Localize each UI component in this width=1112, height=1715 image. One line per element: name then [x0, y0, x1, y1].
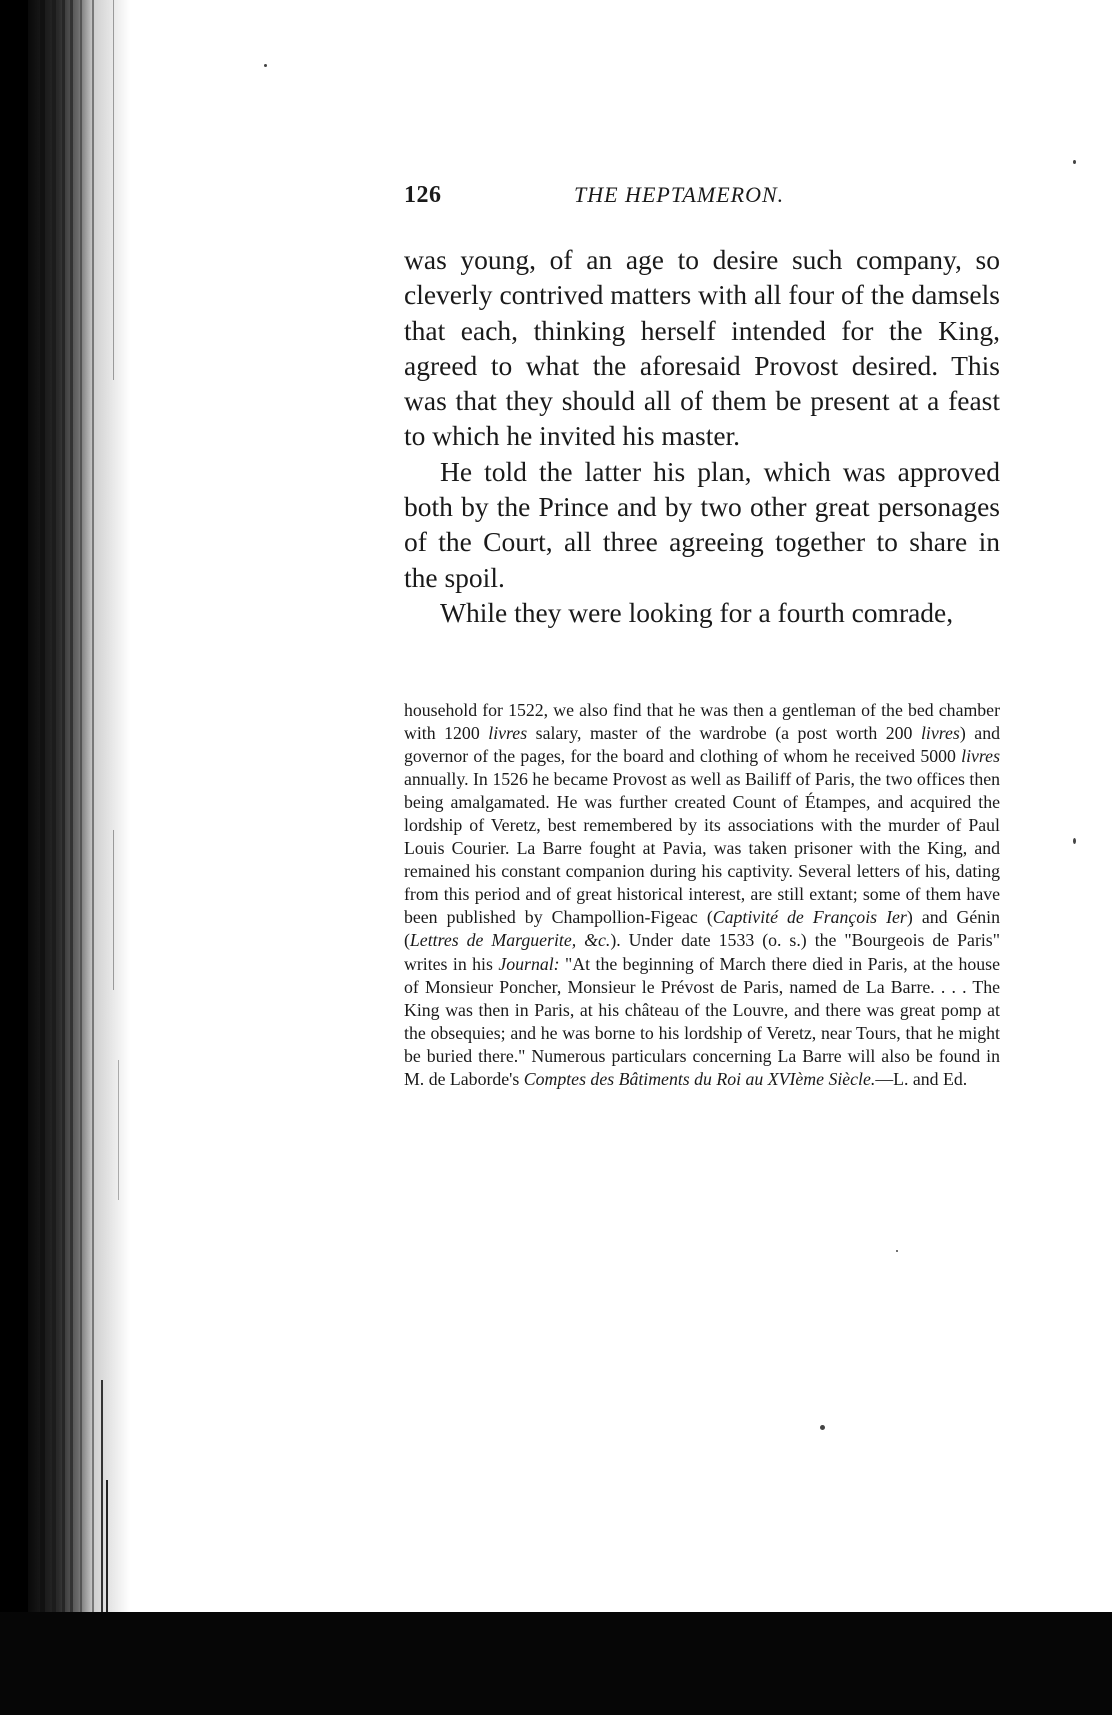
footnote-italic-text: Lettres de Marguerite, &c. [409, 930, 611, 951]
running-title: THE HEPTAMERON. [574, 182, 785, 207]
footnote-italic-text: livres [488, 723, 528, 744]
main-paragraph: While they were looking for a fourth comrade, [440, 596, 954, 628]
scan-speck [264, 64, 267, 67]
footnote-text: ). Under date 1533 (o. s.) the "Bourgeois de Paris" writes in his [404, 930, 1000, 974]
footnote-italic-text: Journal: [498, 953, 560, 974]
main-paragraph: was young, of an age to desire such company, so cleverly contrived matters with all four of the damsels that each, thinking herself intended for the King, agreed to what the aforesaid Provost desired. This was that they should all of them be present at a feast to which he invited his master. [404, 244, 1000, 452]
footnote-text: ) and governor of the pages, for the board and clothing of whom he received 5000 [404, 723, 1000, 767]
footnote-italic-text: Captivité de François Ier [712, 907, 907, 928]
footnote-italic-text: livres [920, 723, 960, 744]
main-text [404, 242, 1000, 630]
footnote [404, 699, 1000, 1091]
footnote-text: "At the beginning of March there died in Paris, at the house of Monsieur Poncher, Monsieur le Prévost de Paris, named de La Barre. . . . The King was then in Paris, at his château of the Louvre, and there was great pomp at the obsequies; and he was borne to his lordship of Veretz, near Tours, that he might be buried there." Numerous particulars concerning La Barre will also be found in M. de Laborde's [404, 953, 1000, 1089]
footnote-text: —L. and Ed. [875, 1068, 968, 1089]
scan-speck [1073, 838, 1076, 844]
footnote-text: household for 1522, we also find that he was then a gentleman of the bed chamber with 1200 [404, 700, 1000, 744]
page-number: 126 [404, 182, 442, 208]
scan-speck [1073, 160, 1076, 164]
footnote-text: annually. In 1526 he became Provost as well as Bailiff of Paris, the two offices then being amalgamated. He was further created Count of Étampes, and acquired the lordship of Veretz, best remembered by its associations with the murder of Paul Louis Courier. La Barre fought at Pavia, was taken prisoner with the King, and remained his constant companion during his captivity. Several letters of his, dating from this period and of great historical interest, are still extant; some of them have been published by Champollion-Figeac ( [404, 769, 1000, 928]
footnote-text: salary, master of the wardrobe (a post worth 200 [527, 723, 921, 744]
main-paragraph: He told the latter his plan, which was approved both by the Prince and by two other great personages of the Court, all three agreeing together to share in the spoil. [404, 455, 1000, 593]
scan-speck [820, 1425, 825, 1430]
footnote-italic-text: Comptes des Bâtiments du Roi au XVIème Siècle. [523, 1068, 876, 1089]
page-header [404, 182, 1004, 216]
scan-speck [896, 1250, 898, 1252]
scan-bottom-border [0, 1612, 1112, 1715]
footnote-text: ) and Génin ( [404, 907, 1000, 951]
footnote-paragraph [404, 699, 1000, 1091]
footnote-italic-text: livres [961, 746, 1000, 767]
book-spine-shadow [0, 0, 130, 1615]
